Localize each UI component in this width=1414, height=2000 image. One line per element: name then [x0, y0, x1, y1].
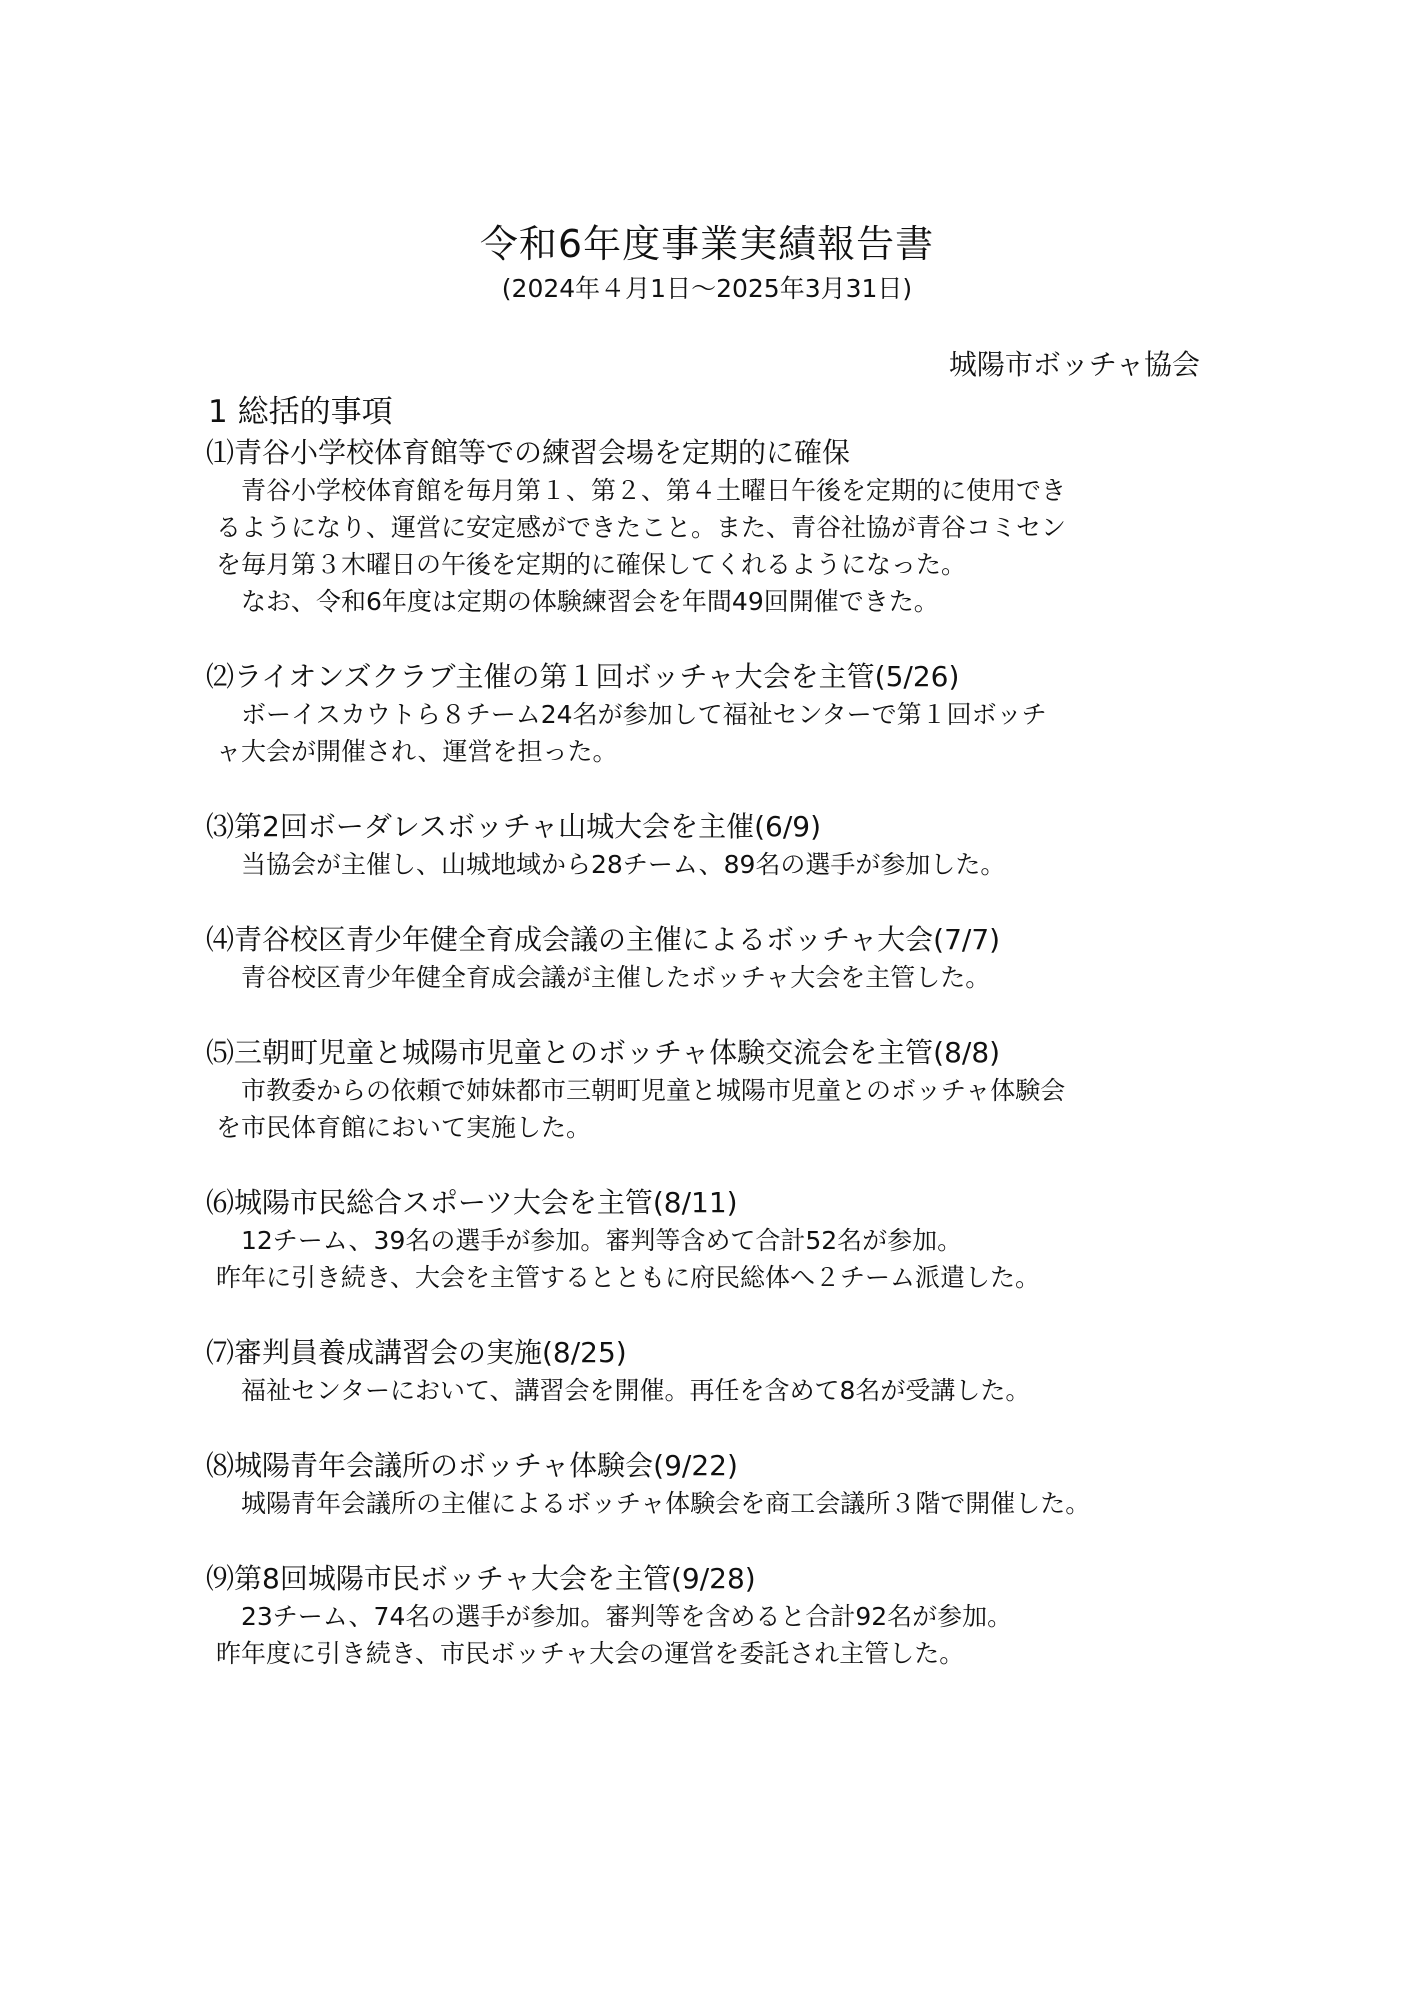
list-item — [206, 658, 1206, 770]
item-body: 23チーム、74名の選手が参加。審判等を含めると合計92名が参加。 昨年度に引き続き、市民ボッチャ大会の運営を委託され主管した。 — [216, 1602, 1013, 1668]
list-item — [206, 1334, 1206, 1409]
item-body: 青谷小学校体育館を毎月第１、第２、第４土曜日午後を定期的に使用でき るようになり、運営に安定感ができたこと。また、青谷社協が青谷コミセン を毎月第３木曜日の午後を定期的に確保してくれるようになった。 なお、令和6年度は定期の体験練習会を年間49回開催できた。 — [216, 476, 1067, 616]
item-body: 城陽青年会議所の主催によるボッチャ体験会を商工会議所３階で開催した。 — [216, 1489, 1091, 1518]
list-item — [206, 1184, 1206, 1296]
list-item — [206, 434, 1206, 620]
item-heading: ⑶第2回ボーダレスボッチャ山城大会を主催(6/9) — [206, 810, 822, 843]
item-body: ボーイスカウトら８チーム24名が参加して福祉センターで第１回ボッチ ャ大会が開催され、運営を担った。 — [216, 700, 1047, 766]
item-body: 当協会が主催し、山城地域から28チーム、89名の選手が参加した。 — [216, 850, 1006, 879]
list-item — [206, 921, 1206, 996]
item-heading: ⑵ライオンズクラブ主催の第１回ボッチャ大会を主管(5/26) — [206, 660, 960, 693]
document-title: 令和6年度事業実績報告書 — [479, 222, 935, 266]
item-body: 市教委からの依頼で姉妹都市三朝町児童と城陽市児童とのボッチャ体験会 を市民体育館において実施した。 — [216, 1076, 1066, 1142]
item-heading: ⑴青谷小学校体育館等での練習会場を定期的に確保 — [206, 436, 851, 469]
item-heading: ⑼第8回城陽市民ボッチャ大会を主管(9/28) — [206, 1562, 756, 1595]
list-item — [206, 1034, 1206, 1146]
section-heading: 1 総括的事項 — [208, 394, 393, 430]
item-heading: ⑹城陽市民総合スポーツ大会を主管(8/11) — [206, 1186, 738, 1219]
list-item — [206, 808, 1206, 883]
item-body: 青谷校区青少年健全育成会議が主催したボッチャ大会を主管した。 — [216, 963, 991, 992]
item-heading: ⑷青谷校区青少年健全育成会議の主催によるボッチャ大会(7/7) — [206, 923, 1001, 956]
item-body: 福祉センターにおいて、講習会を開催。再任を含めて8名が受講した。 — [216, 1376, 1031, 1405]
item-list — [206, 434, 1206, 1672]
item-body: 12チーム、39名の選手が参加。審判等含めて合計52名が参加。 昨年に引き続き、大会を主管するとともに府民総体へ２チーム派遣した。 — [216, 1226, 1041, 1292]
reporting-period: (2024年４月1日～2025年3月31日) — [501, 274, 913, 303]
item-heading: ⑸三朝町児童と城陽市児童とのボッチャ体験交流会を主管(8/8) — [206, 1036, 1001, 1069]
list-item — [206, 1447, 1206, 1522]
item-heading: ⑻城陽青年会議所のボッチャ体験会(9/22) — [206, 1449, 738, 1482]
organization-name: 城陽市ボッチャ協会 — [948, 348, 1200, 381]
list-item — [206, 1560, 1206, 1672]
item-heading: ⑺審判員養成講習会の実施(8/25) — [206, 1336, 627, 1369]
